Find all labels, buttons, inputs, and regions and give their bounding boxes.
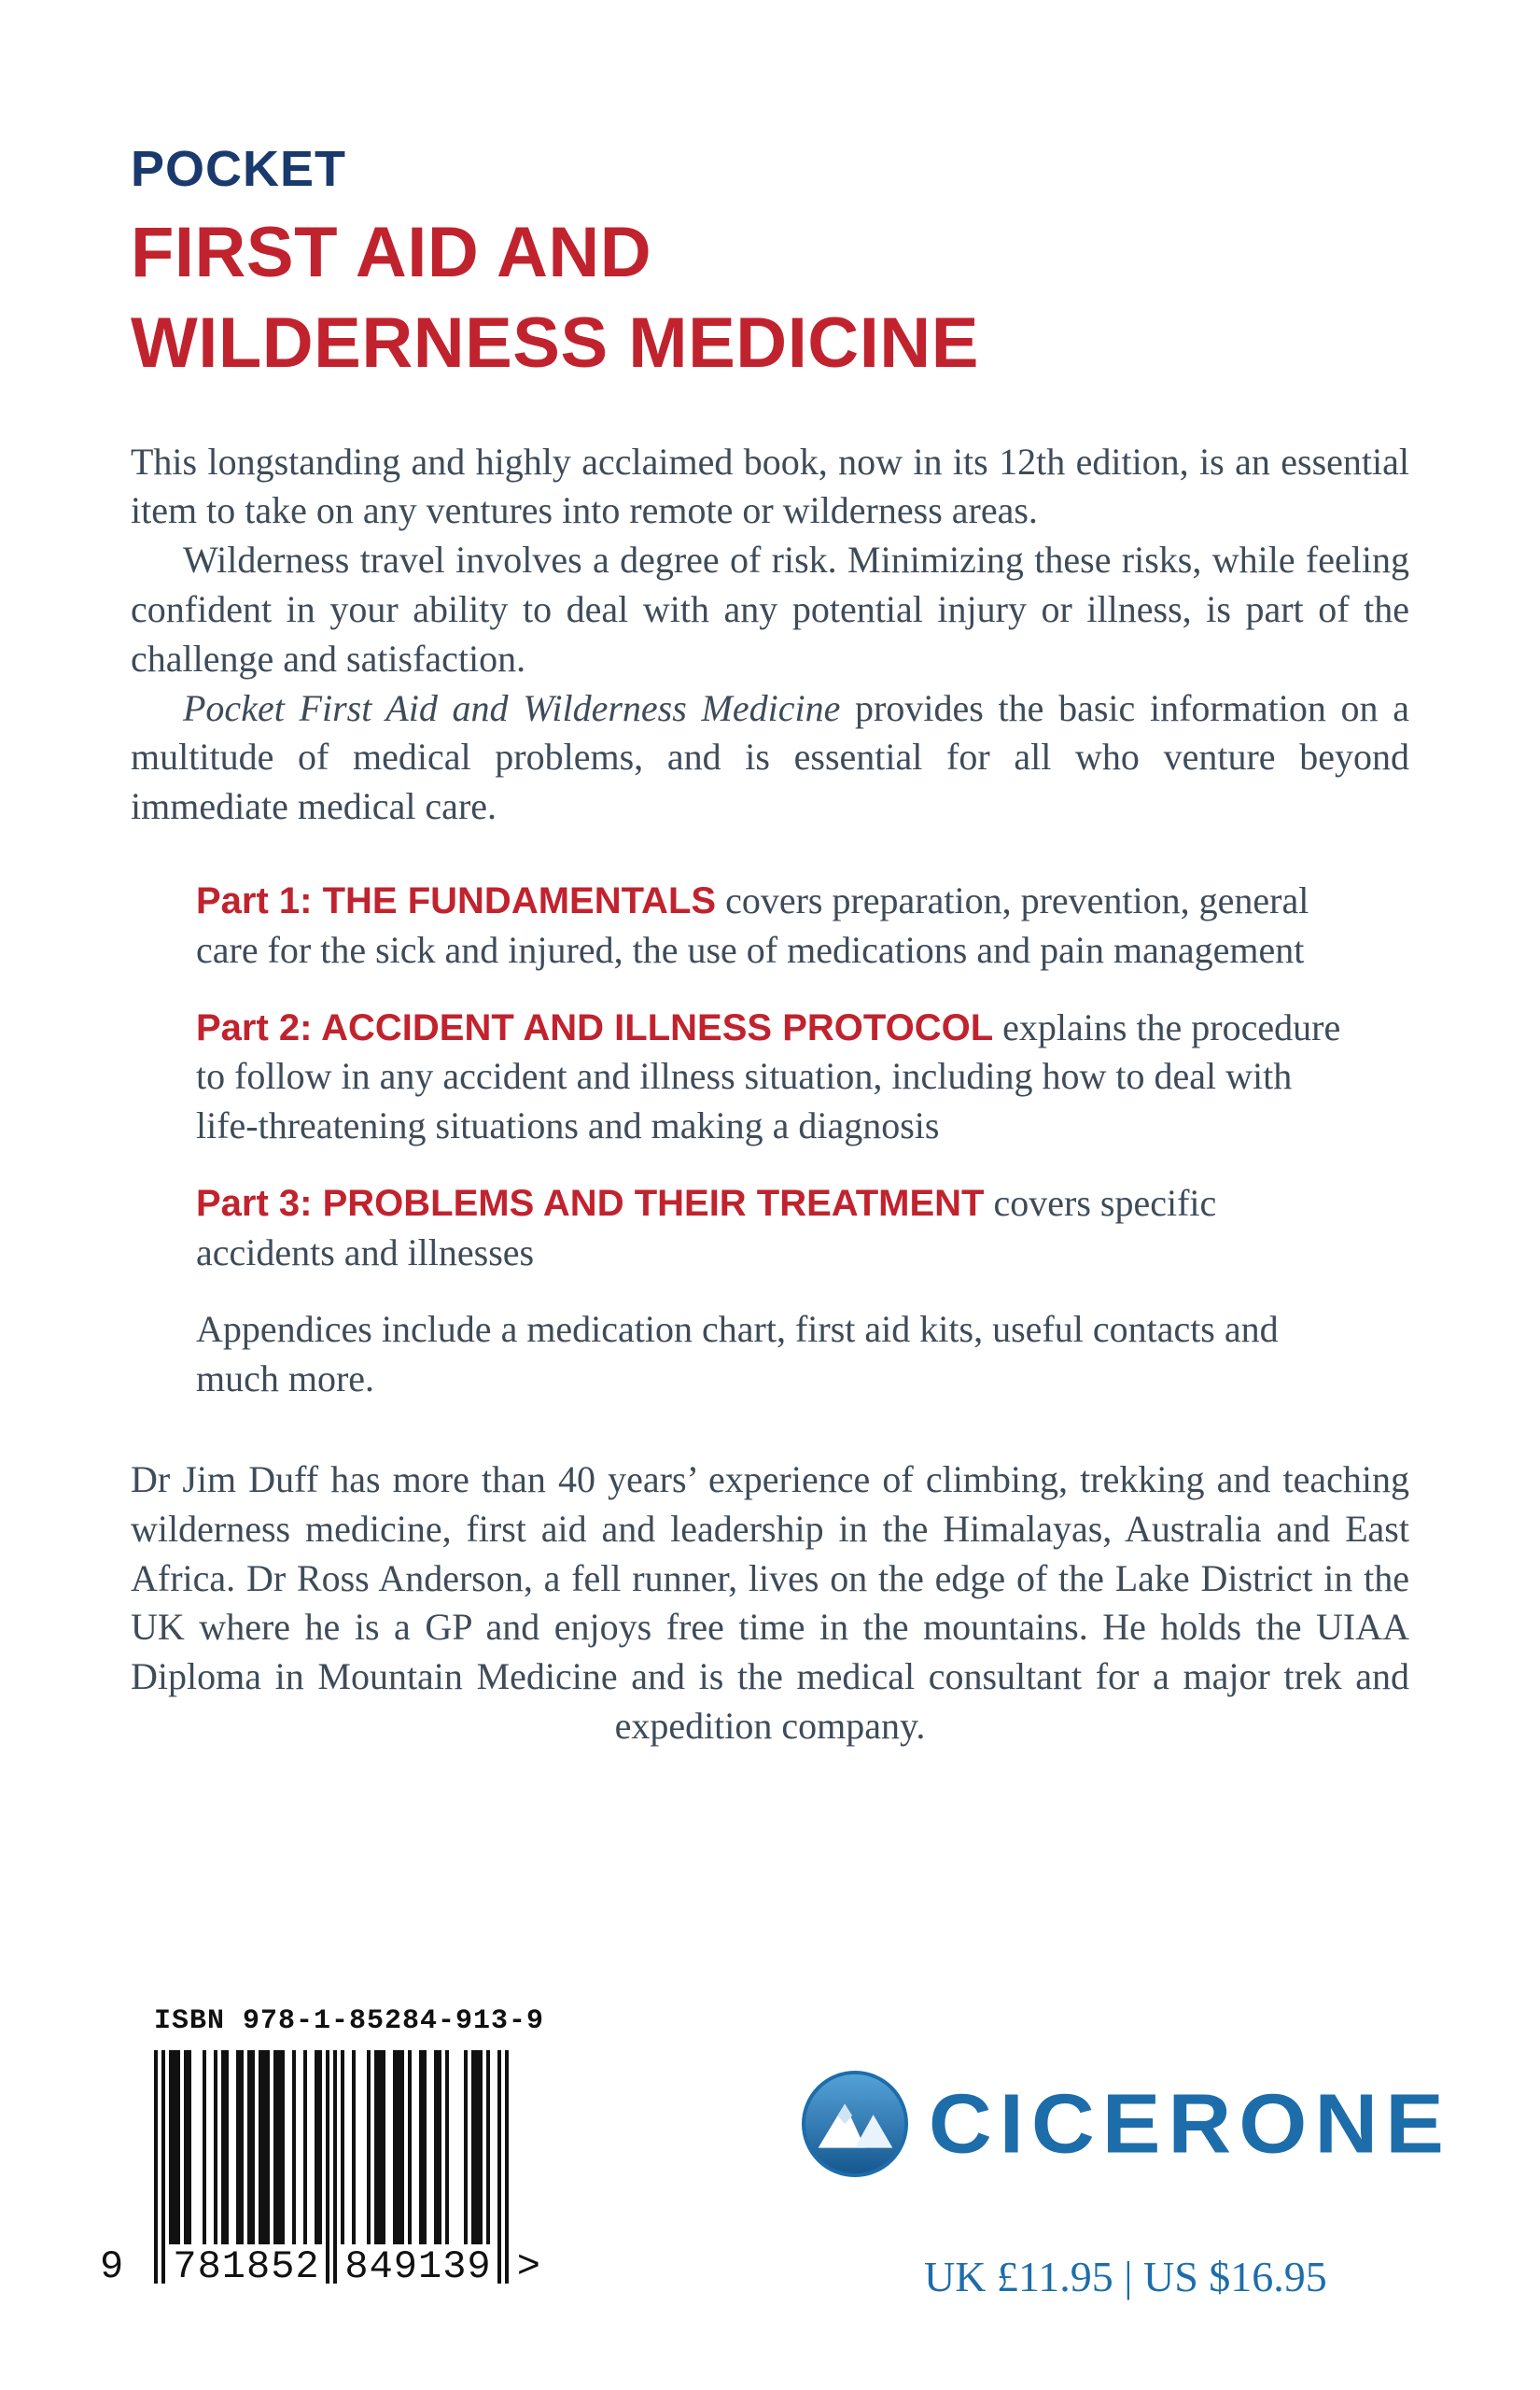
publisher-logo-row [800,2069,1451,2179]
intro-paragraph-2: Wilderness travel involves a degree of risk. Minimizing these risks, while feeling confident in your ability to deal with any potential injury or illness, is part of the challenge and satisfaction. [131,539,1409,680]
isbn-label: ISBN 978-1-85284-913-9 [154,2005,545,2037]
part-3-text: covers specific accidents and illnesses [196,1181,1217,1273]
author-bio: Dr Jim Duff has more than 40 years’ experience of climbing, trekking and teaching wilderness medicine, first aid and leadership in the Himalayas, Australia and East Africa. Dr Ross Anderson, a fell runner, lives on the edge of the Lake District in the UK where he is a GP and enjoys free time in the mountains. He holds the UIAA Diploma in Mountain Medicine and is the medical consultant for a major trek and expedition company. [131,1458,1409,1748]
intro-paragraph-3-rest: provides the basic information on a multitude of medical problems, and is essential for all who venture beyond immediate medical care. [131,686,1409,828]
barcode-digit-group1: 781852 [173,2244,320,2289]
price-line: UK £11.95 | US $16.95 [924,2253,1327,2300]
series-kicker: POCKET [131,141,347,197]
part-1-heading: Part 1: THE FUNDAMENTALS [196,879,717,921]
part-2-text: explains the procedure to follow in any accident and illness situation, including how to deal with life-threatening situations and making a diagnosis [196,1005,1341,1147]
barcode-digit-lead: 9 [100,2244,124,2289]
publisher-wordmark: CICERONE [928,2076,1451,2171]
footer [0,2005,1540,2301]
ean-barcode [100,2050,540,2289]
barcode-digit-group2: 849139 [344,2244,492,2289]
book-title [131,207,1409,389]
part-1-text: covers preparation, prevention, general care for the sick and injured, the use of medications and pain management [196,879,1309,971]
part-3-heading: Part 3: PROBLEMS AND THEIR TREATMENT [196,1182,985,1224]
publisher-block [800,2069,1451,2301]
mountain-icon [800,2069,910,2179]
part-2-summary [196,1004,1409,1151]
isbn-block [100,2005,593,2289]
part-3-summary [196,1179,1409,1278]
contents-overview [196,877,1409,1404]
inline-book-title: Pocket First Aid and Wilderness Medicine [183,686,841,729]
part-1-summary [196,877,1409,976]
barcode-trailing-mark: > [516,2244,540,2289]
intro-paragraph-3 [131,684,1409,832]
book-title-line1: FIRST AID AND [131,213,652,292]
book-title-line2: WILDERNESS MEDICINE [131,303,979,384]
title-block [131,140,1409,389]
part-2-heading: Part 2: ACCIDENT AND ILLNESS PROTOCOL [196,1006,994,1048]
intro-section [131,438,1409,832]
appendices-text: Appendices include a medication chart, first aid kits, useful contacts and much more. [196,1308,1279,1400]
appendices-summary [196,1305,1409,1404]
intro-paragraph-1: This longstanding and highly acclaimed book, now in its 12th edition, is an essential item to take on any ventures into remote or wilderness areas. [131,440,1409,532]
